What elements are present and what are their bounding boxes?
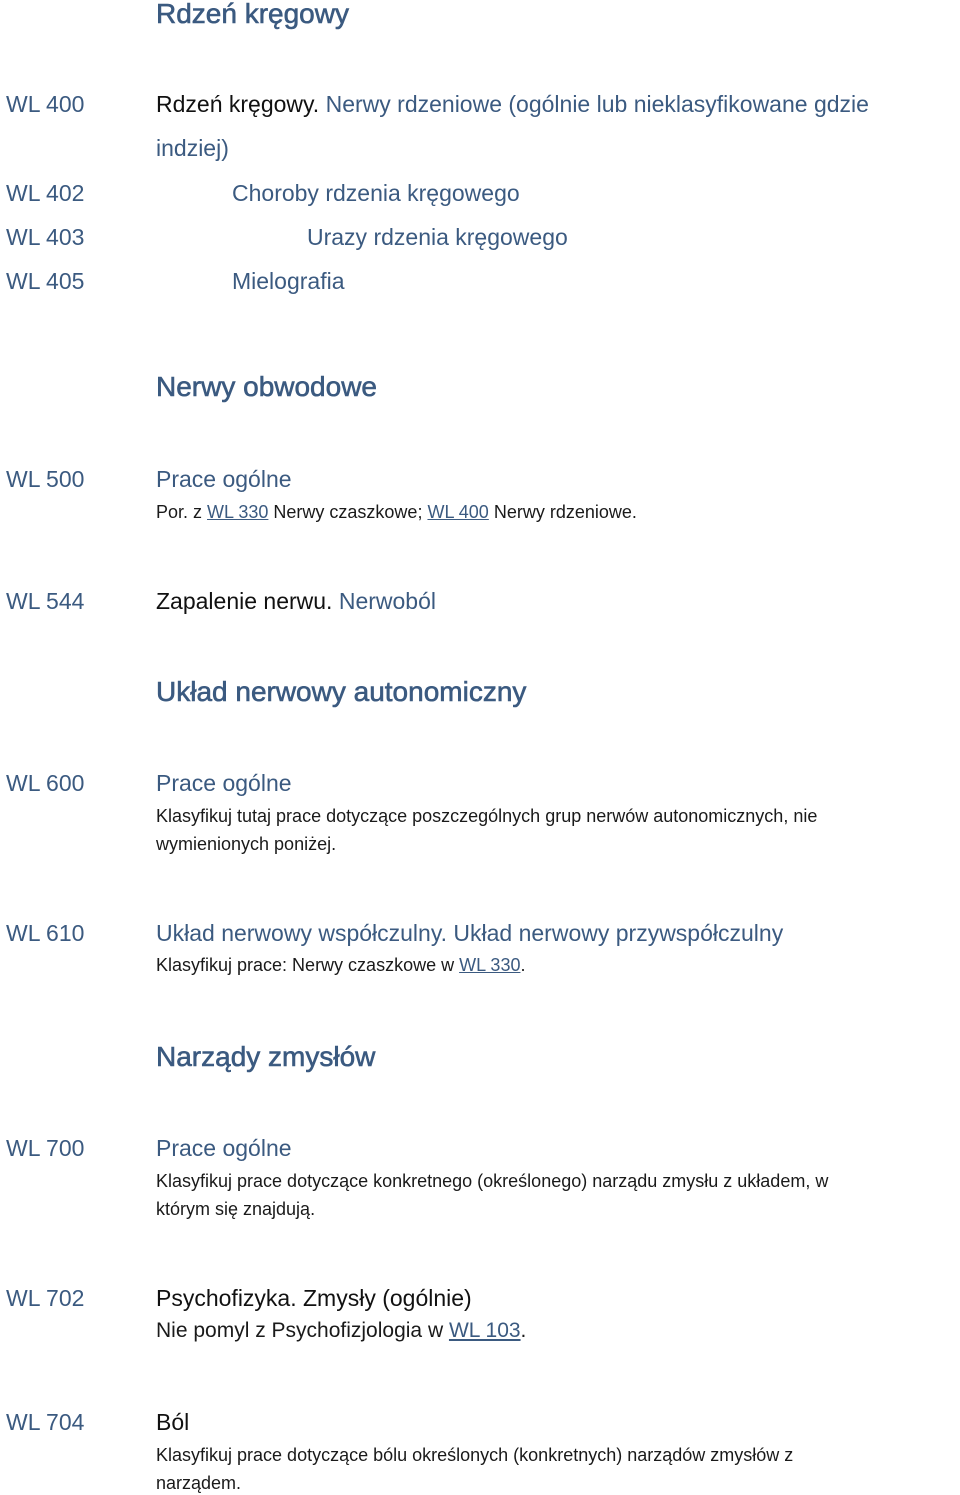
note-wl500: [156, 502, 637, 523]
title-wl400-part-a: Rdzeń kręgowy.: [156, 91, 320, 117]
code-wl704: WL 704: [6, 1409, 85, 1435]
note-wl500-pre: Por. z: [156, 502, 208, 522]
link-wl330-b[interactable]: WL 330: [459, 955, 521, 975]
title-wl610: Układ nerwowy współczulny. Układ nerwowy przywspółczulny: [156, 920, 784, 946]
title-wl400-part-b: Nerwy rdzeniowe (ogólnie lub nieklasyfikowane gdzie: [319, 91, 869, 117]
code-wl700: WL 700: [6, 1135, 85, 1161]
code-wl500: WL 500: [6, 466, 85, 492]
title-wl500: Prace ogólne: [156, 466, 292, 492]
note-wl704-line2: narządem.: [156, 1473, 242, 1493]
code-wl600: WL 600: [6, 770, 85, 796]
title-wl700: Prace ogólne: [156, 1135, 292, 1161]
title-wl600: Prace ogólne: [156, 770, 292, 796]
title-wl704: Ból: [156, 1409, 190, 1435]
code-wl610: WL 610: [6, 920, 85, 946]
title-wl402: Choroby rdzenia kręgowego: [232, 180, 520, 206]
title-wl544-part-a: Zapalenie nerwu.: [156, 588, 333, 614]
code-wl400: WL 400: [6, 91, 85, 117]
title-wl702: Psychofizyka. Zmysły (ogólnie): [156, 1285, 472, 1311]
note-wl700-line2: którym się znajdują.: [156, 1199, 316, 1219]
section-heading-nerwy-obwodowe: Nerwy obwodowe: [156, 371, 377, 402]
title-wl403: Urazy rdzenia kręgowego: [307, 224, 568, 250]
code-wl702: WL 702: [6, 1285, 85, 1311]
title-wl405: Mielografia: [232, 268, 345, 294]
note-wl702-pre: Nie pomyl z Psychofizjologia w: [156, 1319, 449, 1342]
note-wl702: [156, 1319, 526, 1343]
note-wl610: [156, 955, 525, 976]
title-wl544: [156, 588, 436, 615]
code-wl403: WL 403: [6, 224, 85, 250]
note-wl500-post: Nerwy rdzeniowe.: [488, 502, 637, 522]
title-wl400: [156, 91, 869, 118]
note-wl700-line1: Klasyfikuj prace dotyczące konkretnego (określonego) narządu zmysłu z układem, w: [156, 1171, 829, 1191]
code-wl402: WL 402: [6, 180, 85, 206]
code-wl405: WL 405: [6, 268, 85, 294]
title-wl544-part-b: Nerwoból: [332, 588, 436, 614]
note-wl610-pre: Klasyfikuj prace: Nerwy czaszkowe w: [156, 955, 460, 975]
section-heading-rdzen: Rdzeń kręgowy: [156, 0, 349, 29]
link-wl400[interactable]: WL 400: [427, 502, 489, 522]
section-heading-uklad-autonomiczny: Układ nerwowy autonomiczny: [156, 676, 527, 707]
note-wl500-mid: Nerwy czaszkowe;: [268, 502, 428, 522]
link-wl330[interactable]: WL 330: [207, 502, 269, 522]
section-heading-narzady-zmyslow: Narządy zmysłów: [156, 1041, 376, 1072]
note-wl704-line1: Klasyfikuj prace dotyczące bólu określonych (konkretnych) narządów zmysłów z: [156, 1445, 794, 1465]
title-wl400-continued: indziej): [156, 135, 229, 161]
code-wl544: WL 544: [6, 588, 85, 614]
note-wl600-line2: wymienionych poniżej.: [156, 834, 337, 854]
note-wl610-post: .: [520, 955, 526, 975]
link-wl103[interactable]: WL 103: [448, 1319, 521, 1342]
note-wl702-post: .: [520, 1319, 527, 1342]
note-wl600-line1: Klasyfikuj tutaj prace dotyczące poszczególnych grup nerwów autonomicznych, nie: [156, 806, 818, 826]
